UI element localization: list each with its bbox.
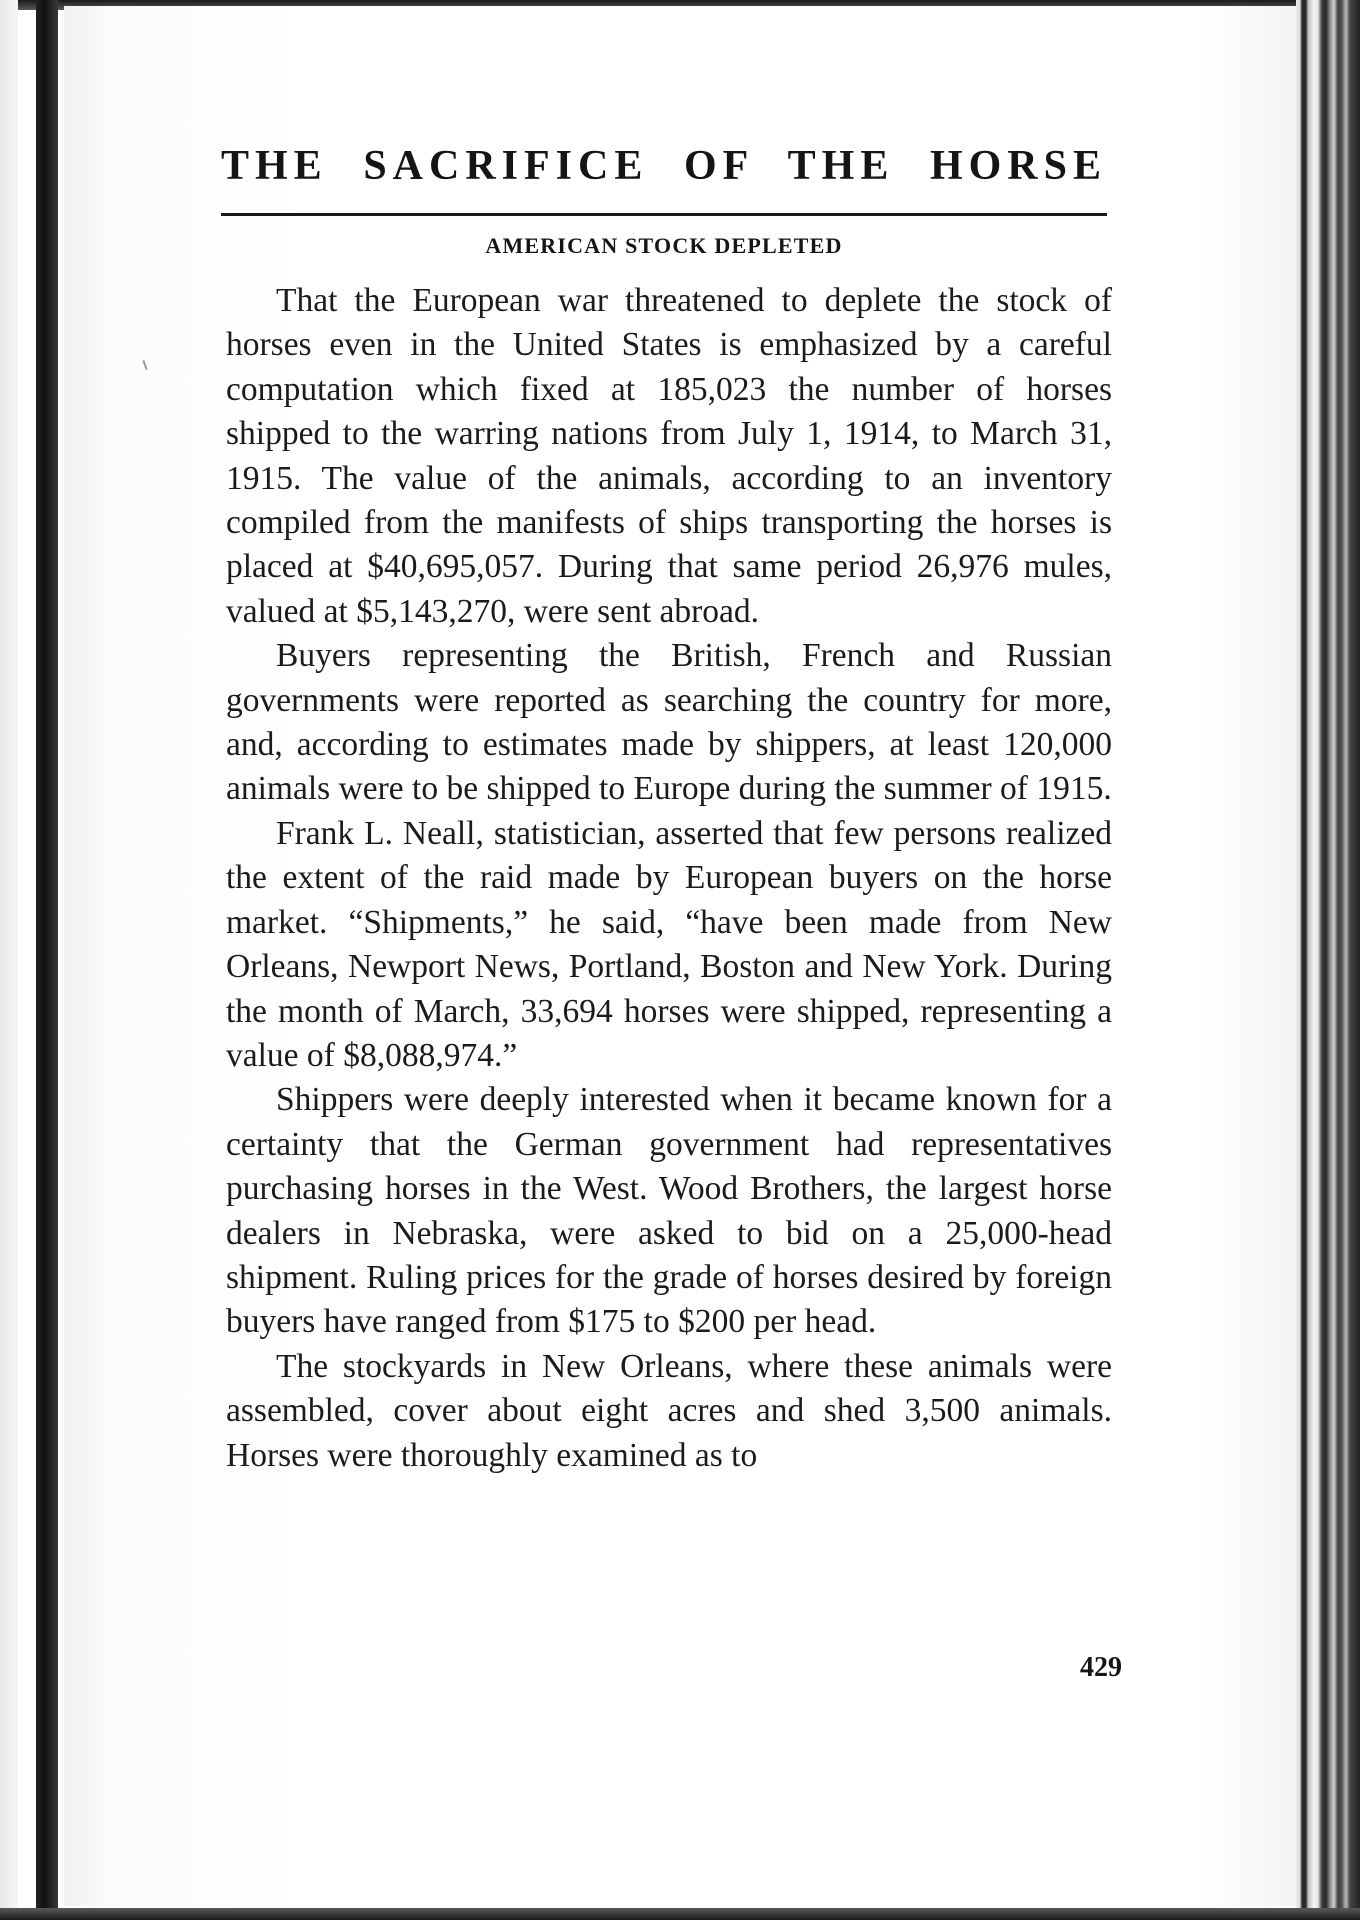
header-rule <box>221 213 1107 216</box>
scan-left-margin <box>0 0 18 1920</box>
page-edges <box>1296 0 1360 1920</box>
running-head: THE SACRIFICE OF THE HORSE <box>221 143 1107 189</box>
section-heading: AMERICAN STOCK DEPLETED <box>485 233 843 258</box>
page-number: 429 <box>1080 1652 1122 1683</box>
binding-shadow <box>36 0 58 1920</box>
paragraph: Shippers were deeply interested when it became known for a certainty that the German government had representatives purchasing horses in the West. Wood Brothers, the largest horse dealers in Nebraska, were asked to bid on a 25,000-head shipment. Ruling prices for the grade of horses desired by foreign buyers have ranged from $175 to $200 per head. <box>226 1081 1112 1341</box>
body-text <box>226 279 1112 1478</box>
paragraph: Buyers representing the British, French and Russian governments were reported as searching the country for more, and, according to estimates made by shippers, at least 120,000 animals were to be shipped to Europe during the summer of 1915. <box>226 637 1112 808</box>
paragraph: The stockyards in New Orleans, where these animals were assembled, cover about eight acres and shed 3,500 animals. Horses were thoroughly examined as to <box>226 1347 1112 1474</box>
paragraph: Frank L. Neall, statistician, asserted that few persons realized the extent of the raid made by European buyers on the horse market. “Shipments,” he said, “have been made from New Orleans, Newport News, Portland, Boston and New York. During the month of March, 33,694 horses were shipped, representing a value of $8,088,974.” <box>226 814 1112 1074</box>
paragraph: That the European war threatened to deplete the stock of horses even in the United States is emphasized by a careful computation which fixed at 185,023 the number of horses shipped to the warring nations from July 1, 1914, to March 31, 1915. The value of the animals, according to an inventory compiled from the manifests of ships transporting the horses is placed at $40,695,057. During that same period 26,976 mules, valued at $5,143,270, were sent abroad. <box>226 282 1112 630</box>
scan-bottom-edge <box>0 1908 1360 1920</box>
